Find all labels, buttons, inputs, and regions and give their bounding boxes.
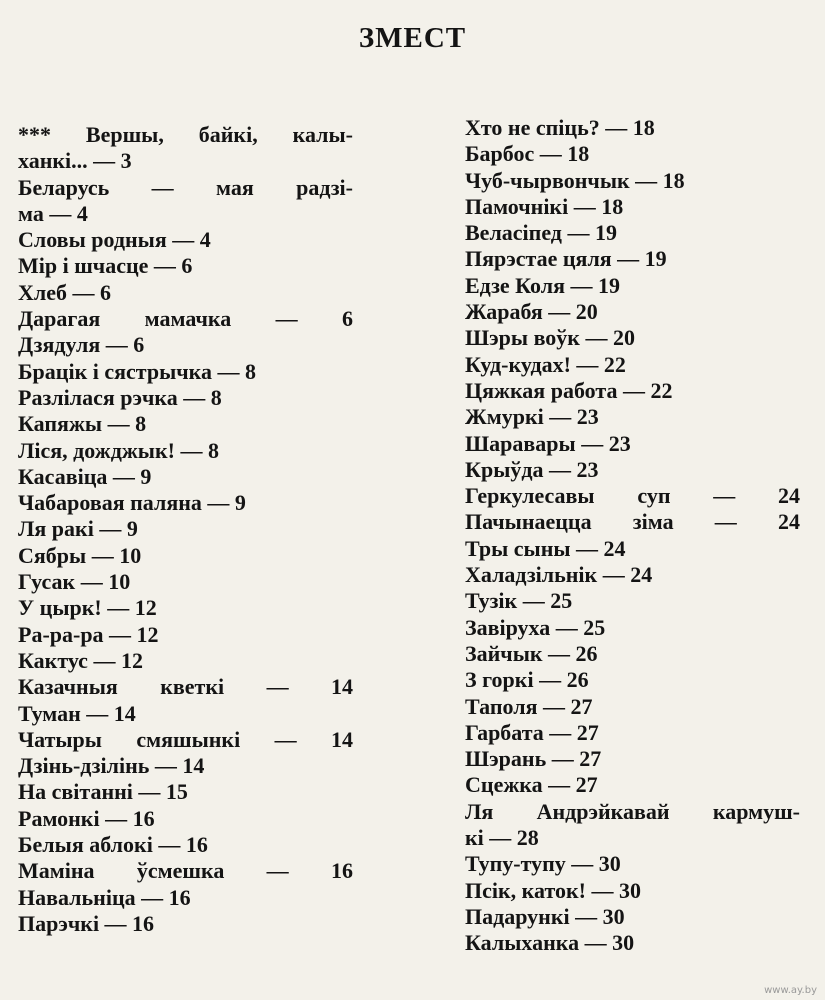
toc-entry: Цяжкая работа — 22 xyxy=(465,377,673,403)
toc-entry: Парэчкі — 16 xyxy=(18,910,155,936)
toc-entry: Брацік і сястрычка — 8 xyxy=(18,358,257,384)
toc-entry: Зайчык — 26 xyxy=(465,640,598,666)
toc-entry: Словы родныя — 4 xyxy=(18,227,211,253)
toc-left-column xyxy=(18,122,353,937)
toc-entry: Касавіца — 9 xyxy=(18,463,152,489)
page-title: ЗМЕСТ xyxy=(358,22,467,54)
toc-entry: Калыханка — 30 xyxy=(465,930,635,956)
toc-entry: Маміна ўсмешка — 16 xyxy=(18,858,353,884)
toc-entry: Завіруха — 25 xyxy=(465,614,606,640)
toc-entry: *** Вершы, байкі, калы- xyxy=(18,122,353,147)
toc-entry: Таполя — 27 xyxy=(465,693,593,719)
toc-entry: Чуб-чырвончык — 18 xyxy=(465,167,685,193)
toc-entry: Чатыры смяшынкі — 14 xyxy=(18,726,353,752)
toc-entry: Тупу-тупу — 30 xyxy=(465,851,621,877)
toc-entry: Рамонкі — 16 xyxy=(18,805,155,831)
toc-entry: Дзядуля — 6 xyxy=(18,332,145,358)
toc-entry: Куд-кудах! — 22 xyxy=(465,351,626,377)
toc-entry: На світанні — 15 xyxy=(18,779,188,805)
toc-entry: Ля ракі — 9 xyxy=(18,516,138,542)
toc-entry: Мір і шчасце — 6 xyxy=(18,253,193,279)
toc-entry: Капяжы — 8 xyxy=(18,411,147,437)
toc-entry: Крыўда — 23 xyxy=(465,456,599,482)
toc-entry: У цырк! — 12 xyxy=(18,595,157,621)
toc-entry: З горкі — 26 xyxy=(465,667,589,693)
toc-entry: Дзінь-дзілінь — 14 xyxy=(18,753,205,779)
toc-entry: Тры сыны — 24 xyxy=(465,535,626,561)
toc-entry: ханкі... — 3 xyxy=(18,148,132,174)
toc-entry: Белыя аблокі — 16 xyxy=(18,832,208,858)
toc-entry: Шаравары — 23 xyxy=(465,430,631,456)
toc-entry: Барбос — 18 xyxy=(465,141,590,167)
toc-entry: Геркулесавы суп — 24 xyxy=(465,483,800,509)
toc-entry: Дарагая мамачка — 6 xyxy=(18,306,353,332)
toc-entry: Гусак — 10 xyxy=(18,569,131,595)
toc-entry: Хто не спіць? — 18 xyxy=(465,115,655,140)
toc-entry: Сябры — 10 xyxy=(18,542,142,568)
toc-entry: Ра-ра-ра — 12 xyxy=(18,621,159,647)
toc-entry: Кактус — 12 xyxy=(18,647,143,673)
toc-entry: Навальніца — 16 xyxy=(18,884,191,910)
toc-entry: Туман — 14 xyxy=(18,700,136,726)
toc-right-column xyxy=(465,115,800,957)
toc-entry: Шэры воўк — 20 xyxy=(465,325,635,351)
watermark: www.ay.by xyxy=(764,985,817,996)
toc-entry: ма — 4 xyxy=(18,200,88,226)
toc-entry: Халадзільнік — 24 xyxy=(465,562,653,588)
toc-entry: Пачынаецца зіма — 24 xyxy=(465,509,800,535)
toc-entry: Памочнікі — 18 xyxy=(465,193,624,219)
toc-entry: Гарбата — 27 xyxy=(465,719,599,745)
toc-entry: Шэрань — 27 xyxy=(465,746,602,772)
toc-entry: Жарабя — 20 xyxy=(465,299,598,325)
toc-entry: Ля Андрэйкавай кармуш- xyxy=(465,798,800,824)
toc-entry: Беларусь — мая радзі- xyxy=(18,174,353,200)
toc-entry: Сцежка — 27 xyxy=(465,772,598,798)
toc-entry: Казачныя кветкі — 14 xyxy=(18,674,353,700)
toc-entry: Хлеб — 6 xyxy=(18,279,111,305)
toc-entry: Пярэстае цяля — 19 xyxy=(465,246,667,272)
toc-entry: Веласіпед — 19 xyxy=(465,220,617,246)
toc-entry: кі — 28 xyxy=(465,825,539,851)
toc-entry: Псік, каток! — 30 xyxy=(465,877,641,903)
toc-entry: Едзе Коля — 19 xyxy=(465,272,620,298)
toc-entry: Разлілася рэчка — 8 xyxy=(18,384,222,410)
toc-entry: Тузік — 25 xyxy=(465,588,573,614)
toc-entry: Чабаровая паляна — 9 xyxy=(18,490,246,516)
toc-entry: Жмуркі — 23 xyxy=(465,404,599,430)
toc-entry: Ліся, дожджык! — 8 xyxy=(18,437,219,463)
toc-entry: Падарункі — 30 xyxy=(465,903,625,929)
